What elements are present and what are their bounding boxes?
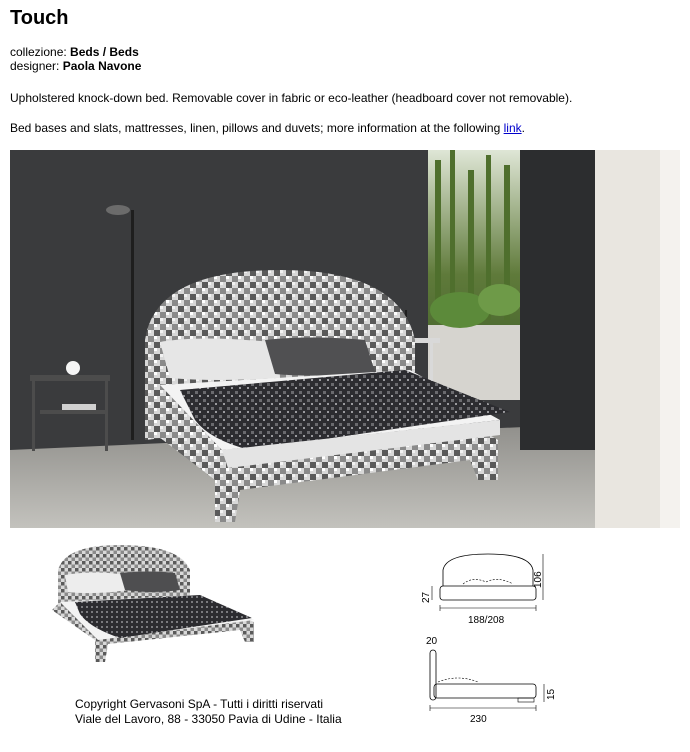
front-view-drawing [418, 548, 558, 628]
collection-value: Beds / Beds [70, 45, 139, 59]
copyright-line: Copyright Gervasoni SpA - Tutti i diritti riservati [75, 697, 324, 711]
dim-front-frame-height: 27 [421, 591, 432, 603]
bed-thumbnail [40, 540, 262, 670]
collection-label: collezione: [10, 45, 67, 59]
bed-room-photo [10, 150, 680, 528]
designer-line [10, 59, 141, 73]
dim-side-height: 15 [546, 688, 557, 700]
product-title: Touch [10, 7, 69, 29]
dim-front-head-height: 106 [533, 571, 544, 588]
dim-side-top-offset: 20 [426, 636, 438, 647]
more-info-link[interactable]: link [503, 121, 522, 135]
dim-side-length: 230 [470, 714, 487, 725]
side-view-drawing [418, 632, 558, 727]
info-text: Bed bases and slats, mattresses, linen, pillows and duvets; more information at the following [10, 121, 501, 135]
collection-line [10, 45, 139, 59]
product-description: Upholstered knock-down bed. Removable cover in fabric or eco-leather (headboard cover not removable). [10, 91, 573, 105]
designer-value: Paola Navone [62, 59, 142, 73]
designer-label: designer: [10, 59, 60, 73]
copyright-footer [75, 697, 342, 727]
address-line: Viale del Lavoro, 88 - 33050 Pavia di Udine - Italia [75, 712, 342, 726]
dim-front-width: 188/208 [468, 615, 505, 626]
info-end: . [521, 121, 525, 135]
info-paragraph [10, 121, 525, 135]
